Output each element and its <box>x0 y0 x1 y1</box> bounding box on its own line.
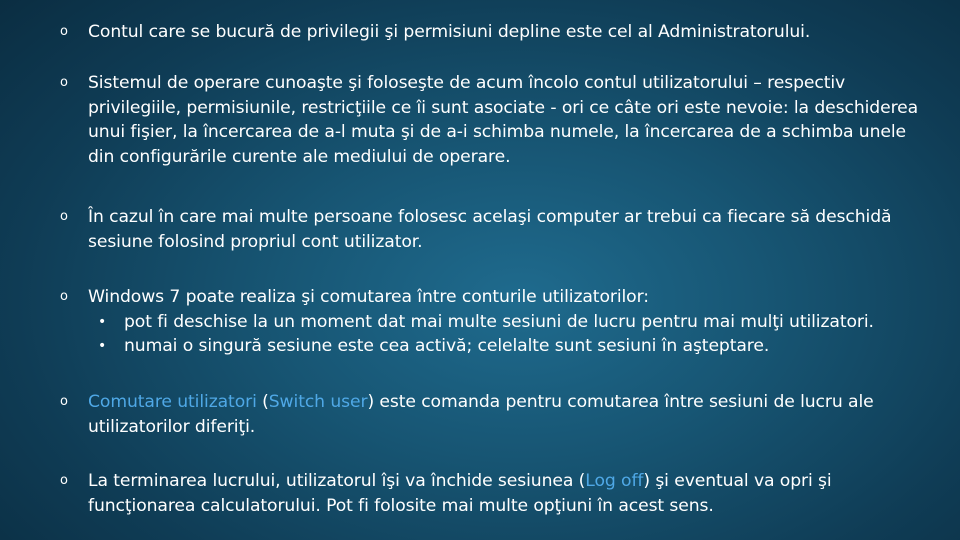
sub-item-text: numai o singură sesiune este cea activă; celelalte sunt sesiuni în aşteptare. <box>124 336 770 356</box>
bullet-text: În cazul în care mai multe persoane folosesc acelaşi computer ar trebui ca fiecare să deschidă sesiune folosind propriul cont utilizator. <box>88 207 892 252</box>
bullet-switch-user <box>60 390 930 439</box>
bullet-marker: o <box>60 75 68 90</box>
bullet-log-off <box>60 469 930 518</box>
bullet-windows7-switching <box>60 285 930 359</box>
bullet-text: Contul care se bucură de privilegii şi permisiuni depline este cel al Administratorului. <box>88 22 811 42</box>
sub-bullet-marker: • <box>98 313 107 330</box>
bullet-marker: o <box>60 473 68 488</box>
bullet-marker: o <box>60 24 68 39</box>
text-segment: ( <box>256 392 269 412</box>
sub-bullet-marker: • <box>98 338 107 354</box>
sub-item-single-active <box>98 334 930 359</box>
bullet-marker: o <box>60 289 68 304</box>
bullet-text <box>88 469 930 518</box>
highlight-comutare-utilizatori: Comutare utilizatori <box>88 392 257 412</box>
bullet-admin-account <box>60 20 930 45</box>
bullet-text: Sistemul de operare cunoaşte şi foloseşte de acum încolo contul utilizatorului – respectiv privilegiile, permisiunile, restricţiile ce îi sunt asociate - ori ce câte ori este nevoie: la deschiderea unui fişier, la încercarea de a-l muta şi de a-i schimba numele, la încercarea de a schimba unele din configurările curente ale mediului de operare. <box>88 73 919 167</box>
highlight-log-off: Log off <box>585 471 644 491</box>
bullet-os-uses-account <box>60 71 930 169</box>
text-segment: ) este comanda pentru comutarea între sesiuni de lucru ale utilizatorilor diferiţi. <box>88 392 874 437</box>
bullet-marker: o <box>60 394 68 409</box>
highlight-switch-user: Switch user <box>268 392 368 412</box>
bullet-shared-computer <box>60 205 930 254</box>
sub-item-multiple-sessions <box>98 310 930 335</box>
bullet-text <box>88 390 930 439</box>
text-segment: ) şi eventual va opri şi funcţionarea calculatorului. Pot fi folosite mai multe opţiuni în acest sens. <box>88 471 832 516</box>
bullet-marker: o <box>60 209 68 224</box>
bullet-text: Windows 7 poate realiza şi comutarea între conturile utilizatorilor: <box>88 287 649 307</box>
sub-item-text: pot fi deschise la un moment dat mai multe sesiuni de lucru pentru mai mulţi utilizatori. <box>124 311 874 332</box>
text-segment: La terminarea lucrului, utilizatorul îşi va închide sesiunea ( <box>88 471 586 491</box>
